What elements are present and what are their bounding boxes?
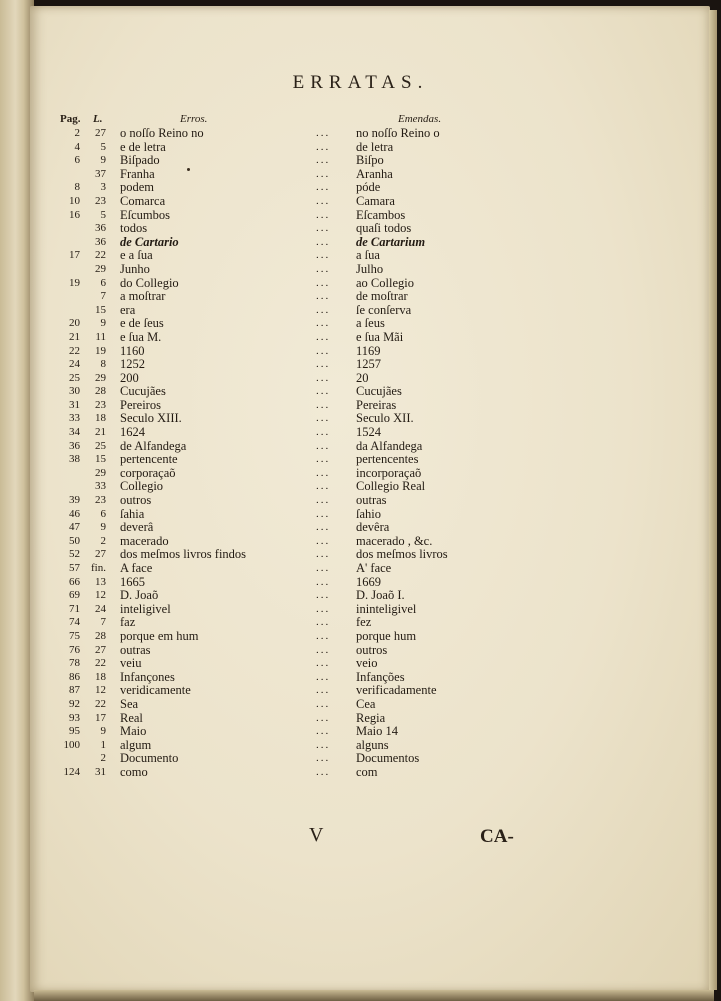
row-page-number: 22 xyxy=(69,344,80,357)
row-leader-dots: ... xyxy=(316,290,331,303)
row-leader-dots: ... xyxy=(316,765,331,778)
row-line-number: 29 xyxy=(95,371,106,384)
row-line-number: 22 xyxy=(95,249,106,262)
page-bottom-edge xyxy=(34,990,714,1001)
row-line-number: 37 xyxy=(95,167,106,180)
table-row xyxy=(0,317,721,331)
row-leader-dots: ... xyxy=(316,562,331,574)
row-error-text: Sea xyxy=(120,696,139,711)
table-row xyxy=(0,290,721,304)
row-leader-dots: ... xyxy=(316,629,331,642)
row-error-text: 200 xyxy=(120,370,139,385)
row-error-text: de Alfandega xyxy=(120,438,187,453)
ink-speck xyxy=(187,168,190,171)
row-error-text: podem xyxy=(120,180,155,195)
row-leader-dots: ... xyxy=(316,575,331,588)
row-leader-dots: ... xyxy=(316,480,331,493)
row-leader-dots: ... xyxy=(316,167,331,180)
table-row xyxy=(0,671,721,685)
row-leader-dots: ... xyxy=(316,358,331,371)
table-row xyxy=(0,739,721,753)
signature-mark: V xyxy=(309,824,324,846)
row-error-text: ſahia xyxy=(120,506,145,521)
row-page-number: 39 xyxy=(69,494,80,507)
row-line-number: 9 xyxy=(100,317,106,330)
row-error-text: Collegio xyxy=(120,479,164,494)
row-leader-dots: ... xyxy=(316,616,331,629)
row-line-number: 5 xyxy=(100,208,106,221)
row-line-number: 29 xyxy=(95,262,106,275)
row-page-number: 47 xyxy=(69,521,80,534)
row-line-number: 5 xyxy=(100,140,106,153)
row-correction-text: Julho xyxy=(356,261,384,276)
row-page-number: 21 xyxy=(69,330,80,343)
row-correction-text: da Alfandega xyxy=(356,438,423,453)
table-row xyxy=(0,209,721,223)
row-line-number: 24 xyxy=(95,602,106,615)
row-error-text: Infançones xyxy=(120,669,175,684)
row-correction-text: Documentos xyxy=(356,751,420,766)
row-error-text: deverâ xyxy=(120,520,154,535)
row-page-number: 86 xyxy=(69,670,80,683)
row-correction-text: devêra xyxy=(356,520,390,535)
row-line-number: 9 xyxy=(100,154,106,167)
row-error-text: todos xyxy=(120,221,148,236)
table-row xyxy=(0,426,721,440)
row-leader-dots: ... xyxy=(316,154,331,167)
table-row xyxy=(0,712,721,726)
row-leader-dots: ... xyxy=(316,670,331,683)
column-header-lin: L. xyxy=(93,113,103,125)
row-leader-dots: ... xyxy=(316,371,331,384)
row-line-number: fin. xyxy=(91,562,106,574)
row-page-number: 92 xyxy=(69,697,80,710)
table-row xyxy=(0,657,721,671)
row-correction-text: 1257 xyxy=(356,357,381,372)
row-correction-text: póde xyxy=(356,180,381,195)
column-header-pag: Pag. xyxy=(60,113,81,125)
row-error-text: Real xyxy=(120,710,143,725)
row-leader-dots: ... xyxy=(316,738,331,751)
row-leader-dots: ... xyxy=(316,752,331,765)
table-row xyxy=(0,562,721,576)
table-row xyxy=(0,263,721,277)
row-error-text: Franha xyxy=(120,166,155,181)
row-line-number: 2 xyxy=(100,752,106,765)
row-page-number: 19 xyxy=(69,276,80,289)
table-row xyxy=(0,548,721,562)
row-leader-dots: ... xyxy=(316,657,331,670)
row-error-text: e ſua M. xyxy=(120,329,162,344)
row-error-text: Pereiros xyxy=(120,397,161,412)
table-row xyxy=(0,331,721,345)
row-error-text: Documento xyxy=(120,751,179,766)
table-row xyxy=(0,603,721,617)
table-row xyxy=(0,345,721,359)
row-line-number: 23 xyxy=(95,398,106,411)
row-correction-text: quaſi todos xyxy=(356,221,412,236)
row-page-number: 30 xyxy=(69,385,80,398)
row-page-number: 46 xyxy=(69,507,80,520)
table-row xyxy=(0,752,721,766)
row-leader-dots: ... xyxy=(316,222,331,235)
row-page-number: 78 xyxy=(69,657,80,670)
row-leader-dots: ... xyxy=(316,602,331,615)
row-page-number: 124 xyxy=(63,765,80,778)
row-correction-text: ſe conſerva xyxy=(356,302,412,317)
row-correction-text: Pereiras xyxy=(356,397,397,412)
table-row xyxy=(0,589,721,603)
row-correction-text: Cea xyxy=(356,696,376,711)
row-correction-text: de moſtrar xyxy=(356,289,408,304)
row-correction-text: D. Joaõ I. xyxy=(356,588,405,603)
row-correction-text: alguns xyxy=(356,737,389,752)
row-correction-text: Seculo XII. xyxy=(356,411,414,426)
row-error-text: de Cartario xyxy=(120,234,179,249)
catchword: CA- xyxy=(480,826,514,847)
row-error-text: do Collegio xyxy=(120,275,179,290)
table-row xyxy=(0,181,721,195)
row-line-number: 33 xyxy=(95,480,106,493)
table-row xyxy=(0,154,721,168)
row-correction-text: 1169 xyxy=(356,343,381,358)
row-page-number: 75 xyxy=(69,629,80,642)
row-line-number: 15 xyxy=(95,453,106,466)
row-page-number: 36 xyxy=(69,439,80,452)
row-leader-dots: ... xyxy=(316,194,331,207)
table-row xyxy=(0,576,721,590)
row-page-number: 93 xyxy=(69,711,80,724)
row-error-text: D. Joaõ xyxy=(120,588,159,603)
row-leader-dots: ... xyxy=(316,412,331,425)
row-leader-dots: ... xyxy=(316,521,331,534)
row-page-number: 69 xyxy=(69,589,80,602)
row-leader-dots: ... xyxy=(316,426,331,439)
row-line-number: 15 xyxy=(95,303,106,316)
table-row xyxy=(0,644,721,658)
row-correction-text: Aranha xyxy=(356,166,393,181)
row-line-number: 18 xyxy=(95,670,106,683)
row-page-number: 95 xyxy=(69,725,80,738)
row-line-number: 28 xyxy=(95,385,106,398)
row-correction-text: no noſſo Reino o xyxy=(356,126,440,140)
row-leader-dots: ... xyxy=(316,439,331,452)
row-leader-dots: ... xyxy=(316,725,331,738)
row-page-number: 17 xyxy=(69,249,80,262)
row-line-number: 22 xyxy=(95,657,106,670)
row-line-number: 1 xyxy=(100,738,106,751)
row-correction-text: de Cartarium xyxy=(356,234,426,249)
row-page-number: 50 xyxy=(69,534,80,547)
table-row xyxy=(0,766,721,780)
row-error-text: era xyxy=(120,302,136,317)
table-row xyxy=(0,277,721,291)
row-line-number: 3 xyxy=(100,181,106,194)
row-correction-text: Biſpo xyxy=(356,153,384,168)
table-row xyxy=(0,249,721,263)
row-error-text: outras xyxy=(120,642,151,657)
row-correction-text: Regia xyxy=(356,710,386,725)
row-page-number: 76 xyxy=(69,643,80,656)
row-correction-text: ininteligivel xyxy=(356,601,417,616)
row-page-number: 10 xyxy=(69,194,80,207)
row-page-number: 25 xyxy=(69,371,80,384)
row-line-number: 6 xyxy=(100,507,106,520)
row-leader-dots: ... xyxy=(316,398,331,411)
row-leader-dots: ... xyxy=(316,534,331,547)
row-correction-text: e ſua Mãi xyxy=(356,329,404,344)
row-error-text: inteligivel xyxy=(120,601,171,616)
row-page-number: 20 xyxy=(69,317,80,330)
row-correction-text: outros xyxy=(356,642,388,657)
row-page-number: 57 xyxy=(69,562,80,574)
row-leader-dots: ... xyxy=(316,711,331,724)
row-leader-dots: ... xyxy=(316,589,331,602)
table-row xyxy=(0,521,721,535)
row-correction-text: incorporaçaõ xyxy=(356,465,422,480)
row-error-text: e de ſeus xyxy=(120,316,164,331)
table-row xyxy=(0,440,721,454)
row-line-number: 36 xyxy=(95,222,106,235)
column-header-emendas: Emendas. xyxy=(398,113,442,125)
table-row xyxy=(0,168,721,182)
row-line-number: 12 xyxy=(95,589,106,602)
row-correction-text: dos meſmos livros xyxy=(356,547,448,562)
table-row xyxy=(0,698,721,712)
row-line-number: 23 xyxy=(95,494,106,507)
row-correction-text: Eſcambos xyxy=(356,207,406,222)
row-error-text: outros xyxy=(120,493,152,508)
row-error-text: e a ſua xyxy=(120,248,153,263)
row-error-text: algum xyxy=(120,737,152,752)
table-row xyxy=(0,480,721,494)
row-correction-text: Cucujães xyxy=(356,384,402,399)
row-leader-dots: ... xyxy=(316,276,331,289)
row-correction-text: veio xyxy=(356,656,378,671)
table-row xyxy=(0,725,721,739)
row-leader-dots: ... xyxy=(316,317,331,330)
table-row xyxy=(0,630,721,644)
row-error-text: Seculo XIII. xyxy=(120,411,182,426)
row-line-number: 27 xyxy=(95,643,106,656)
row-page-number: 8 xyxy=(74,181,80,194)
errata-table xyxy=(0,127,721,780)
row-error-text: veiu xyxy=(120,656,142,671)
table-row xyxy=(0,195,721,209)
row-line-number: 31 xyxy=(95,765,106,778)
row-error-text: Maio xyxy=(120,724,147,739)
row-leader-dots: ... xyxy=(316,181,331,194)
row-line-number: 7 xyxy=(100,616,106,629)
row-correction-text: pertencentes xyxy=(356,452,419,467)
row-leader-dots: ... xyxy=(316,208,331,221)
table-row xyxy=(0,453,721,467)
row-error-text: como xyxy=(120,764,148,779)
row-leader-dots: ... xyxy=(316,140,331,153)
row-line-number: 25 xyxy=(95,439,106,452)
table-row xyxy=(0,535,721,549)
row-error-text: pertencente xyxy=(120,452,178,467)
row-error-text: dos meſmos livros findos xyxy=(120,547,247,562)
row-line-number: 19 xyxy=(95,344,106,357)
page-title: ERRATAS. xyxy=(292,72,429,93)
table-row xyxy=(0,508,721,522)
table-row xyxy=(0,467,721,481)
row-error-text: e de letra xyxy=(120,139,166,154)
table-row xyxy=(0,616,721,630)
table-row xyxy=(0,141,721,155)
row-page-number: 52 xyxy=(69,548,80,561)
row-leader-dots: ... xyxy=(316,697,331,710)
row-line-number: 9 xyxy=(100,725,106,738)
row-error-text: Junho xyxy=(120,261,150,276)
row-page-number: 31 xyxy=(69,398,80,411)
table-row xyxy=(0,304,721,318)
row-leader-dots: ... xyxy=(316,127,331,139)
row-error-text: veridicamente xyxy=(120,683,191,698)
row-correction-text: 1669 xyxy=(356,574,381,589)
row-page-number: 66 xyxy=(69,575,80,588)
row-error-text: Biſpado xyxy=(120,153,160,168)
row-page-number: 34 xyxy=(69,426,80,439)
row-correction-text: 1524 xyxy=(356,425,381,440)
row-leader-dots: ... xyxy=(316,643,331,656)
row-page-number: 6 xyxy=(74,154,80,167)
row-line-number: 18 xyxy=(95,412,106,425)
row-line-number: 28 xyxy=(95,629,106,642)
row-correction-text: outras xyxy=(356,493,387,508)
row-error-text: 1252 xyxy=(120,357,145,372)
row-line-number: 6 xyxy=(100,276,106,289)
row-error-text: 1160 xyxy=(120,343,145,358)
row-leader-dots: ... xyxy=(316,385,331,398)
row-leader-dots: ... xyxy=(316,330,331,343)
row-page-number: 74 xyxy=(69,616,80,629)
table-row xyxy=(0,399,721,413)
table-row xyxy=(0,385,721,399)
row-leader-dots: ... xyxy=(316,303,331,316)
column-header-erros: Erros. xyxy=(180,113,208,125)
row-error-text: o noſſo Reino no xyxy=(120,126,204,140)
row-line-number: 2 xyxy=(100,534,106,547)
row-page-number: 87 xyxy=(69,684,80,697)
row-line-number: 13 xyxy=(95,575,106,588)
row-page-number: 16 xyxy=(69,208,80,221)
row-line-number: 12 xyxy=(95,684,106,697)
row-error-text: Cucujães xyxy=(120,384,166,399)
row-correction-text: Infanções xyxy=(356,669,405,684)
row-line-number: 9 xyxy=(100,521,106,534)
row-page-number: 38 xyxy=(69,453,80,466)
row-page-number: 71 xyxy=(69,602,80,615)
row-page-number: 100 xyxy=(63,738,80,751)
row-error-text: macerado xyxy=(120,533,169,548)
table-row xyxy=(0,358,721,372)
row-correction-text: Camara xyxy=(356,193,395,208)
row-error-text: Eſcumbos xyxy=(120,207,170,222)
table-row xyxy=(0,372,721,386)
row-leader-dots: ... xyxy=(316,249,331,262)
row-error-text: porque em hum xyxy=(120,628,199,643)
table-row xyxy=(0,236,721,250)
row-correction-text: porque hum xyxy=(356,628,417,643)
row-error-text: A face xyxy=(120,561,153,575)
row-line-number: 29 xyxy=(95,466,106,479)
table-row xyxy=(0,412,721,426)
row-correction-text: A' face xyxy=(356,561,392,575)
row-correction-text: de letra xyxy=(356,139,394,154)
row-line-number: 8 xyxy=(100,358,106,371)
row-correction-text: ſahio xyxy=(356,506,381,521)
row-correction-text: com xyxy=(356,764,378,779)
row-page-number: 4 xyxy=(74,140,80,153)
row-correction-text: fez xyxy=(356,615,372,630)
row-page-number: 24 xyxy=(69,358,80,371)
row-error-text: 1665 xyxy=(120,574,145,589)
row-line-number: 27 xyxy=(95,548,106,561)
row-line-number: 17 xyxy=(95,711,106,724)
row-correction-text: a ſua xyxy=(356,248,380,263)
row-error-text: faz xyxy=(120,615,136,630)
row-leader-dots: ... xyxy=(316,453,331,466)
row-page-number: 2 xyxy=(74,127,80,139)
row-page-number: 33 xyxy=(69,412,80,425)
row-correction-text: macerado , &c. xyxy=(356,533,433,548)
row-line-number: 27 xyxy=(95,127,106,139)
row-correction-text: Maio 14 xyxy=(356,724,399,739)
table-row xyxy=(0,222,721,236)
row-leader-dots: ... xyxy=(316,548,331,561)
row-error-text: a moſtrar xyxy=(120,289,166,304)
row-error-text: 1624 xyxy=(120,425,145,440)
row-line-number: 21 xyxy=(95,426,106,439)
table-row xyxy=(0,684,721,698)
row-line-number: 22 xyxy=(95,697,106,710)
table-row xyxy=(0,127,721,141)
row-leader-dots: ... xyxy=(316,235,331,248)
row-correction-text: a ſeus xyxy=(356,316,385,331)
row-leader-dots: ... xyxy=(316,507,331,520)
row-correction-text: 20 xyxy=(356,370,369,385)
row-correction-text: Collegio Real xyxy=(356,479,426,494)
row-line-number: 11 xyxy=(95,330,106,343)
row-line-number: 23 xyxy=(95,194,106,207)
row-correction-text: ao Collegio xyxy=(356,275,414,290)
row-leader-dots: ... xyxy=(316,494,331,507)
row-line-number: 36 xyxy=(95,235,106,248)
row-leader-dots: ... xyxy=(316,262,331,275)
row-leader-dots: ... xyxy=(316,684,331,697)
table-row xyxy=(0,494,721,508)
row-error-text: corporaçaõ xyxy=(120,465,176,480)
row-correction-text: verificadamente xyxy=(356,683,437,698)
row-leader-dots: ... xyxy=(316,344,331,357)
row-leader-dots: ... xyxy=(316,466,331,479)
row-error-text: Comarca xyxy=(120,193,166,208)
row-line-number: 7 xyxy=(100,290,106,303)
